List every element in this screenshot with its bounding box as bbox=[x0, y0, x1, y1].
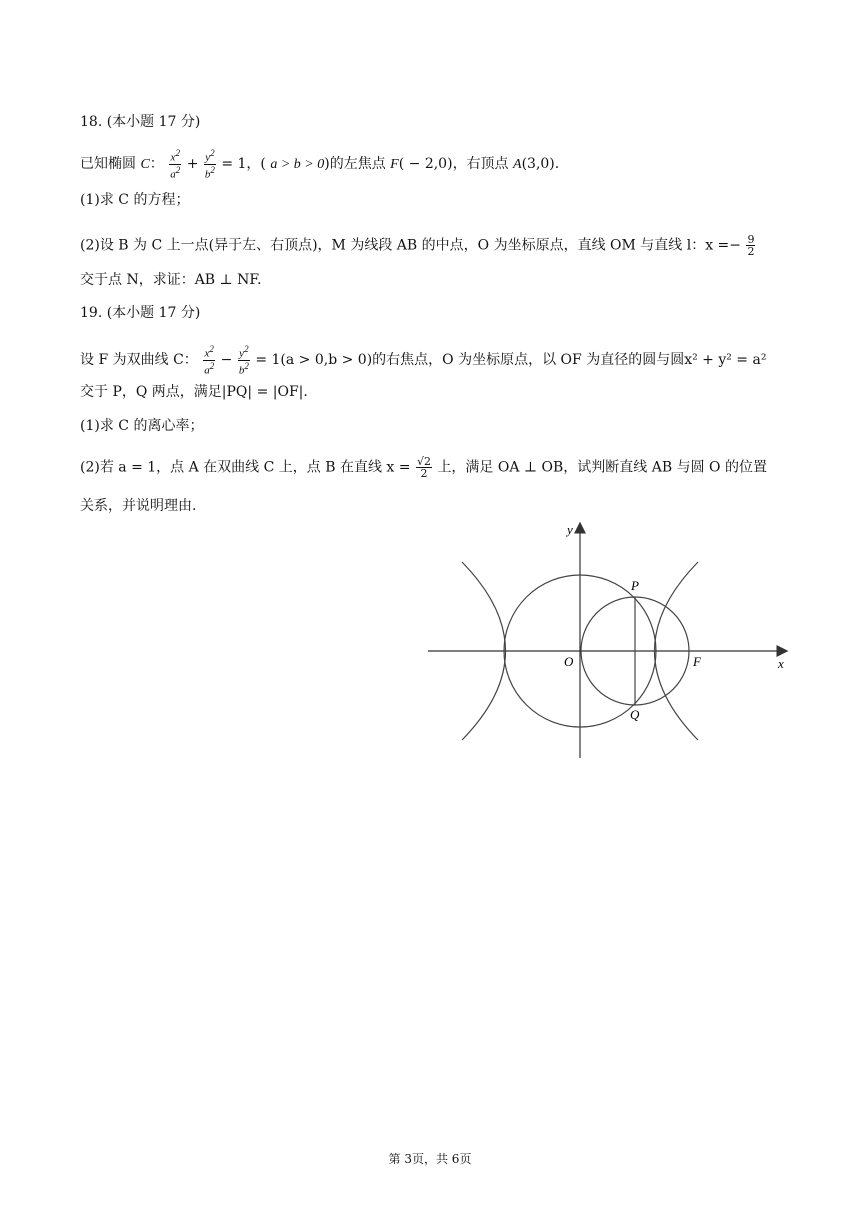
axis-label-y: y bbox=[567, 522, 573, 537]
vertex-coord: (3,0). bbox=[521, 156, 560, 173]
page-footer: 第 3页，共 6页 bbox=[388, 1152, 472, 1166]
line-b-frac: $\frac{√2}{2}$ bbox=[416, 455, 431, 480]
focus-label: F bbox=[390, 157, 399, 173]
q19-stem: 设 F 为双曲线 C： $\frac{x^2}{a^2}$ − $\frac{y^2}{b^2}$ = 1(a > 0,b > 0)的右焦点，O 为坐标原点，以 OF 为直径的圆与圆x² + y² = a² bbox=[80, 344, 767, 377]
axis-label-x: x bbox=[778, 656, 784, 671]
q19-part2: (2)若 a = 1，点 A 在双曲线 C 上，点 B 在直线 x = $\frac{√2}{2}$ 上，满足 OA ⊥ OB，试判断直线 AB 与圆 O 的位置 bbox=[80, 455, 767, 480]
q18-stem-text1: 已知椭圆 bbox=[80, 156, 141, 173]
q18-header: 18. (本小题 17 分) bbox=[80, 114, 201, 130]
q18-stem-text4: )的左焦点 bbox=[324, 156, 391, 173]
ellipse-frac-x: $\frac{x^2}{a^2}$ bbox=[170, 148, 181, 181]
point-label-p: P bbox=[631, 578, 639, 593]
hyperbola-frac-y: $\frac{y^2}{b^2}$ bbox=[238, 344, 249, 377]
q18-stem-colon: ： bbox=[149, 156, 164, 173]
q18-part2-cont: 交于点 N，求证：AB ⊥ NF. bbox=[80, 272, 262, 288]
q18-curve-name: C bbox=[140, 157, 150, 173]
q19-part1: (1)求 C 的离心率； bbox=[80, 418, 204, 434]
q18-stem-text5: ，右顶点 bbox=[452, 156, 514, 173]
vertex-label: A bbox=[513, 157, 522, 173]
q19-stem-cont: 交于 P，Q 两点，满足|PQ| = |OF|. bbox=[80, 384, 308, 400]
q18-part2: (2)设 B 为 C 上一点(异于左、右顶点)，M 为线段 AB 的中点，O 为坐标原点，直线 OM 与直线 l：x =− $\frac{9}{2}$ bbox=[80, 233, 755, 258]
q18-condition: a > b > 0 bbox=[270, 157, 325, 173]
hyperbola-frac-x: $\frac{x^2}{a^2}$ bbox=[204, 344, 215, 377]
focus-coord: ( − 2,0) bbox=[398, 156, 453, 173]
q19-header: 19. (本小题 17 分) bbox=[80, 305, 201, 321]
point-label-q: Q bbox=[630, 707, 640, 722]
line-l-frac: $\frac{9}{2}$ bbox=[747, 233, 755, 258]
q18-part1: (1)求 C 的方程； bbox=[80, 192, 190, 208]
ellipse-frac-y: $\frac{y^2}{b^2}$ bbox=[204, 148, 215, 181]
point-label-f: F bbox=[693, 654, 701, 669]
q18-stem-text3: = 1，( bbox=[216, 156, 271, 173]
point-label-o: O bbox=[564, 654, 574, 669]
q18-stem: 已知椭圆 C： $\frac{x^2}{a^2}$ + $\frac{y^2}{b^2}$ = 1，( a > b > 0)的左焦点 F( − 2,0)，右顶点 A(3,0). bbox=[80, 148, 560, 181]
q19-part2-cont: 关系，并说明理由. bbox=[80, 498, 197, 514]
